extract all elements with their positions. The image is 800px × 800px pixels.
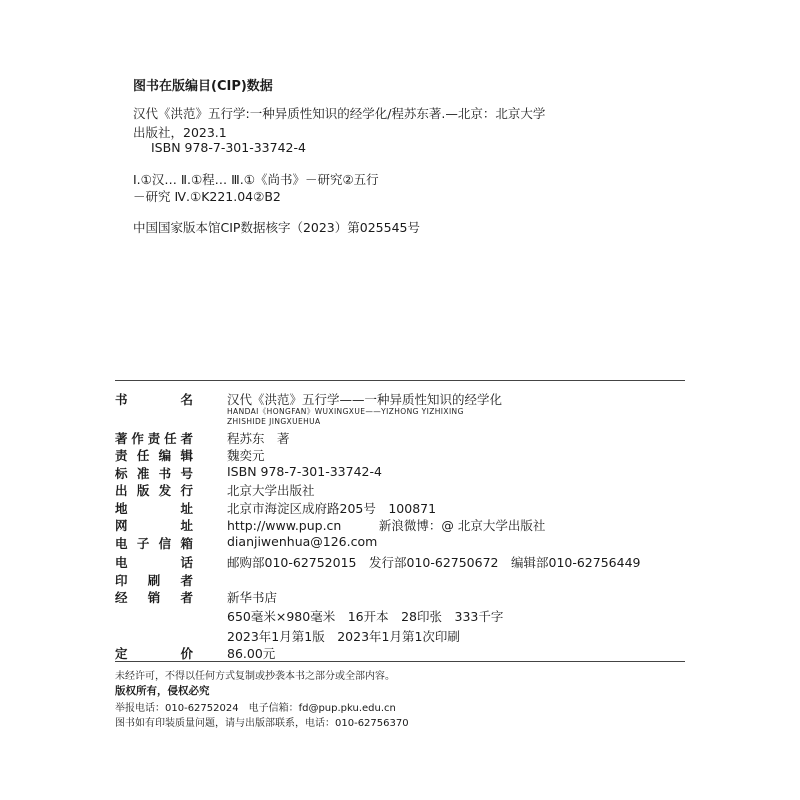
info-label: 经 销 者 bbox=[115, 590, 193, 605]
info-value: 魏奕元 bbox=[227, 448, 265, 463]
cip-heading: 图书在版编目(CIP)数据 bbox=[133, 79, 273, 94]
info-value: dianjiwenhua@126.com bbox=[227, 534, 378, 549]
info-value: 北京大学出版社 bbox=[227, 483, 315, 498]
rights-notice: 版权所有，侵权必究 bbox=[115, 685, 210, 697]
info-value: 北京市海淀区成府路205号 100871 bbox=[227, 501, 437, 516]
spec-line: 650毫米×980毫米 16开本 28印张 333千字 bbox=[227, 609, 504, 624]
info-value: http://www.pup.cn 新浪微博：@ 北京大学出版社 bbox=[227, 518, 546, 533]
title-pinyin: HANDAI《HONGFAN》WUXINGXUE——YIZHONG YIZHIXING bbox=[227, 407, 464, 416]
info-label: 责任编辑 bbox=[115, 448, 193, 463]
info-label: 出版发行 bbox=[115, 483, 193, 498]
info-label: 电 话 bbox=[115, 555, 193, 570]
info-value: ISBN 978-7-301-33742-4 bbox=[227, 464, 382, 479]
report-contact: 举报电话：010-62752024 电子信箱：fd@pup.pku.edu.cn bbox=[115, 703, 396, 714]
divider bbox=[115, 661, 685, 662]
cip-line: 出版社，2023.1 bbox=[133, 125, 227, 140]
info-value: 新华书店 bbox=[227, 590, 278, 605]
cip-classification: Ⅰ.①汉… Ⅱ.①程… Ⅲ.①《尚书》－研究②五行 bbox=[133, 172, 379, 187]
info-label: 印 刷 者 bbox=[115, 573, 193, 588]
quality-contact: 图书如有印装质量问题，请与出版部联系，电话：010-62756370 bbox=[115, 718, 409, 729]
cip-record-number: 中国国家版本馆CIP数据核字（2023）第025545号 bbox=[133, 220, 420, 235]
info-label: 标准书号 bbox=[115, 466, 193, 481]
info-label: 著作责任者 bbox=[115, 431, 193, 446]
cip-classification: －研究 Ⅳ.①K221.04②B2 bbox=[133, 189, 281, 204]
price-value: 86.00元 bbox=[227, 646, 276, 661]
copy-notice: 未经许可，不得以任何方式复制或抄袭本书之部分或全部内容。 bbox=[115, 671, 395, 682]
info-value: 程苏东 著 bbox=[227, 431, 290, 446]
info-label: 地 址 bbox=[115, 501, 193, 516]
edition-line: 2023年1月第1版 2023年1月第1次印刷 bbox=[227, 629, 460, 644]
info-label: 书 名 bbox=[115, 392, 193, 407]
info-value: 汉代《洪范》五行学——一种异质性知识的经学化 bbox=[227, 392, 503, 407]
cip-isbn: ISBN 978-7-301-33742-4 bbox=[151, 140, 306, 155]
info-label: 电子信箱 bbox=[115, 536, 193, 551]
info-label: 定 价 bbox=[115, 646, 193, 661]
info-label: 网 址 bbox=[115, 518, 193, 533]
info-value: 邮购部010-62752015 发行部010-62750672 编辑部010-62756449 bbox=[227, 555, 641, 570]
divider bbox=[115, 380, 685, 381]
title-pinyin: ZHISHIDE JINGXUEHUA bbox=[227, 417, 321, 426]
cip-line: 汉代《洪范》五行学:一种异质性知识的经学化/程苏东著.—北京：北京大学 bbox=[133, 106, 546, 121]
